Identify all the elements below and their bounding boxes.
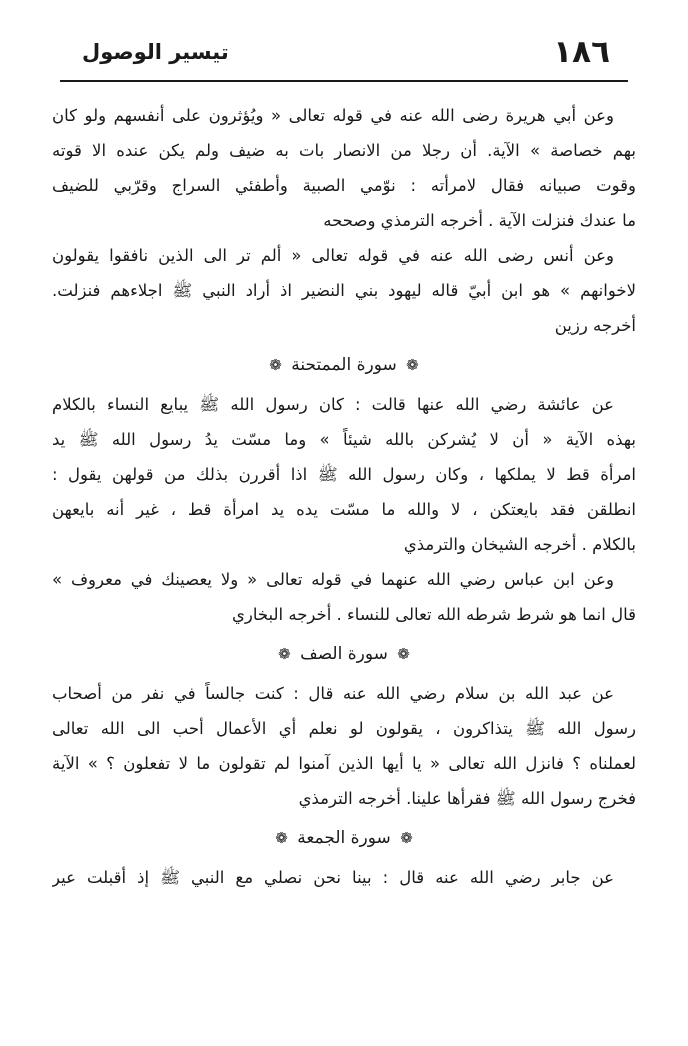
page-header <box>60 30 628 82</box>
paragraph-ibn-abbas <box>52 562 636 632</box>
text-line: فخرج رسول الله ﷺ فقرأها علينا. أخرجه الترمذي <box>298 789 636 808</box>
text-line: امرأة قط لا يملكها ، وكان رسول الله ﷺ اذا أقررن بذلك من قولهن يقول : <box>52 465 636 484</box>
text-line: قال انما هو شرط شرطه الله تعالى للنساء . أخرجه البخاري <box>231 605 636 624</box>
text-line: رسول الله ﷺ يتذاكرون ، يقولون لو نعلم أي الأعمال أحب الى الله تعالى <box>52 719 636 738</box>
text-line: لاخوانهم » هو ابن أبيّ قاله ليهود بني النضير اذ أراد النبي ﷺ اجلاءهم فنزلت. <box>52 281 636 300</box>
text-line: بالكلام . أخرجه الشيخان والترمذي <box>403 535 636 554</box>
paragraph-abu-hurayra <box>52 98 636 238</box>
surah-title: سورة الجمعة <box>297 828 391 848</box>
text-line: عن عبد الله بن سلام رضي الله عنه قال : كنت جالساً في نفر من أصحاب <box>52 684 614 703</box>
paragraph-abdullah-bin-salam <box>52 676 636 816</box>
text-line: لعملناه ؟ فانزل الله تعالى « يا أيها الذين آمنوا لم تقولون ما لا تفعلون ؟ » الآية <box>52 754 636 773</box>
paragraph-aisha <box>52 387 636 562</box>
text-line: ما عندك فنزلت الآية . أخرجه الترمذي وصححه <box>323 211 636 230</box>
text-line: عن عائشة رضي الله عنها قالت : كان رسول الله ﷺ يبايع النساء بالكلام <box>52 395 614 414</box>
ornament-icon: ❁ <box>269 356 282 374</box>
header-divider <box>60 80 628 82</box>
text-line: وعن ابن عباس رضي الله عنهما في قوله تعالى « ولا يعصينك في معروف » <box>52 570 614 589</box>
surah-heading-mumtahanah <box>52 345 636 385</box>
text-line: وقوت صبيانه فقال لامرأته : نوّمي الصبية وأطفئي السراج وقرّبي للضيف <box>52 176 636 195</box>
paragraph-jabir <box>52 860 636 895</box>
surah-title: سورة الصف <box>300 644 388 664</box>
ornament-icon: ❁ <box>278 645 291 663</box>
surah-title: سورة الممتحنة <box>291 355 397 375</box>
text-line: وعن أبي هريرة رضى الله عنه في قوله تعالى « ويُؤثرون على أنفسهم ولو كان <box>52 106 614 125</box>
book-title: تيسير الوصول <box>82 40 229 64</box>
text-line: أخرجه رزين <box>554 316 636 335</box>
surah-heading-saff <box>52 634 636 674</box>
paragraph-anas <box>52 238 636 343</box>
ornament-icon: ❁ <box>397 645 410 663</box>
text-line: انطلقن فقد بايعتكن ، لا والله ما مسّت يده يد امرأة قط ، غير أنه بايعهن <box>52 500 636 519</box>
text-line: بهم خصاصة » الآية. أن رجلا من الانصار بات به ضيف ولم يكن عنده الا قوته <box>52 141 636 160</box>
page-number: ١٨٦ <box>553 34 610 70</box>
ornament-icon: ❁ <box>275 829 288 847</box>
text-line: عن جابر رضي الله عنه قال : بينا نحن نصلي مع النبي ﷺ إذ أقبلت عير <box>52 868 614 887</box>
ornament-icon: ❁ <box>406 356 419 374</box>
page-body <box>52 98 636 895</box>
text-line: بهذه الآية « أن لا يُشركن بالله شيئاً » وما مسّت يدُ رسول الله ﷺ يد <box>52 430 636 449</box>
surah-heading-jumuah <box>52 818 636 858</box>
text-line: وعن أنس رضى الله عنه في قوله تعالى « ألم تر الى الذين نافقوا يقولون <box>52 246 614 265</box>
ornament-icon: ❁ <box>400 829 413 847</box>
